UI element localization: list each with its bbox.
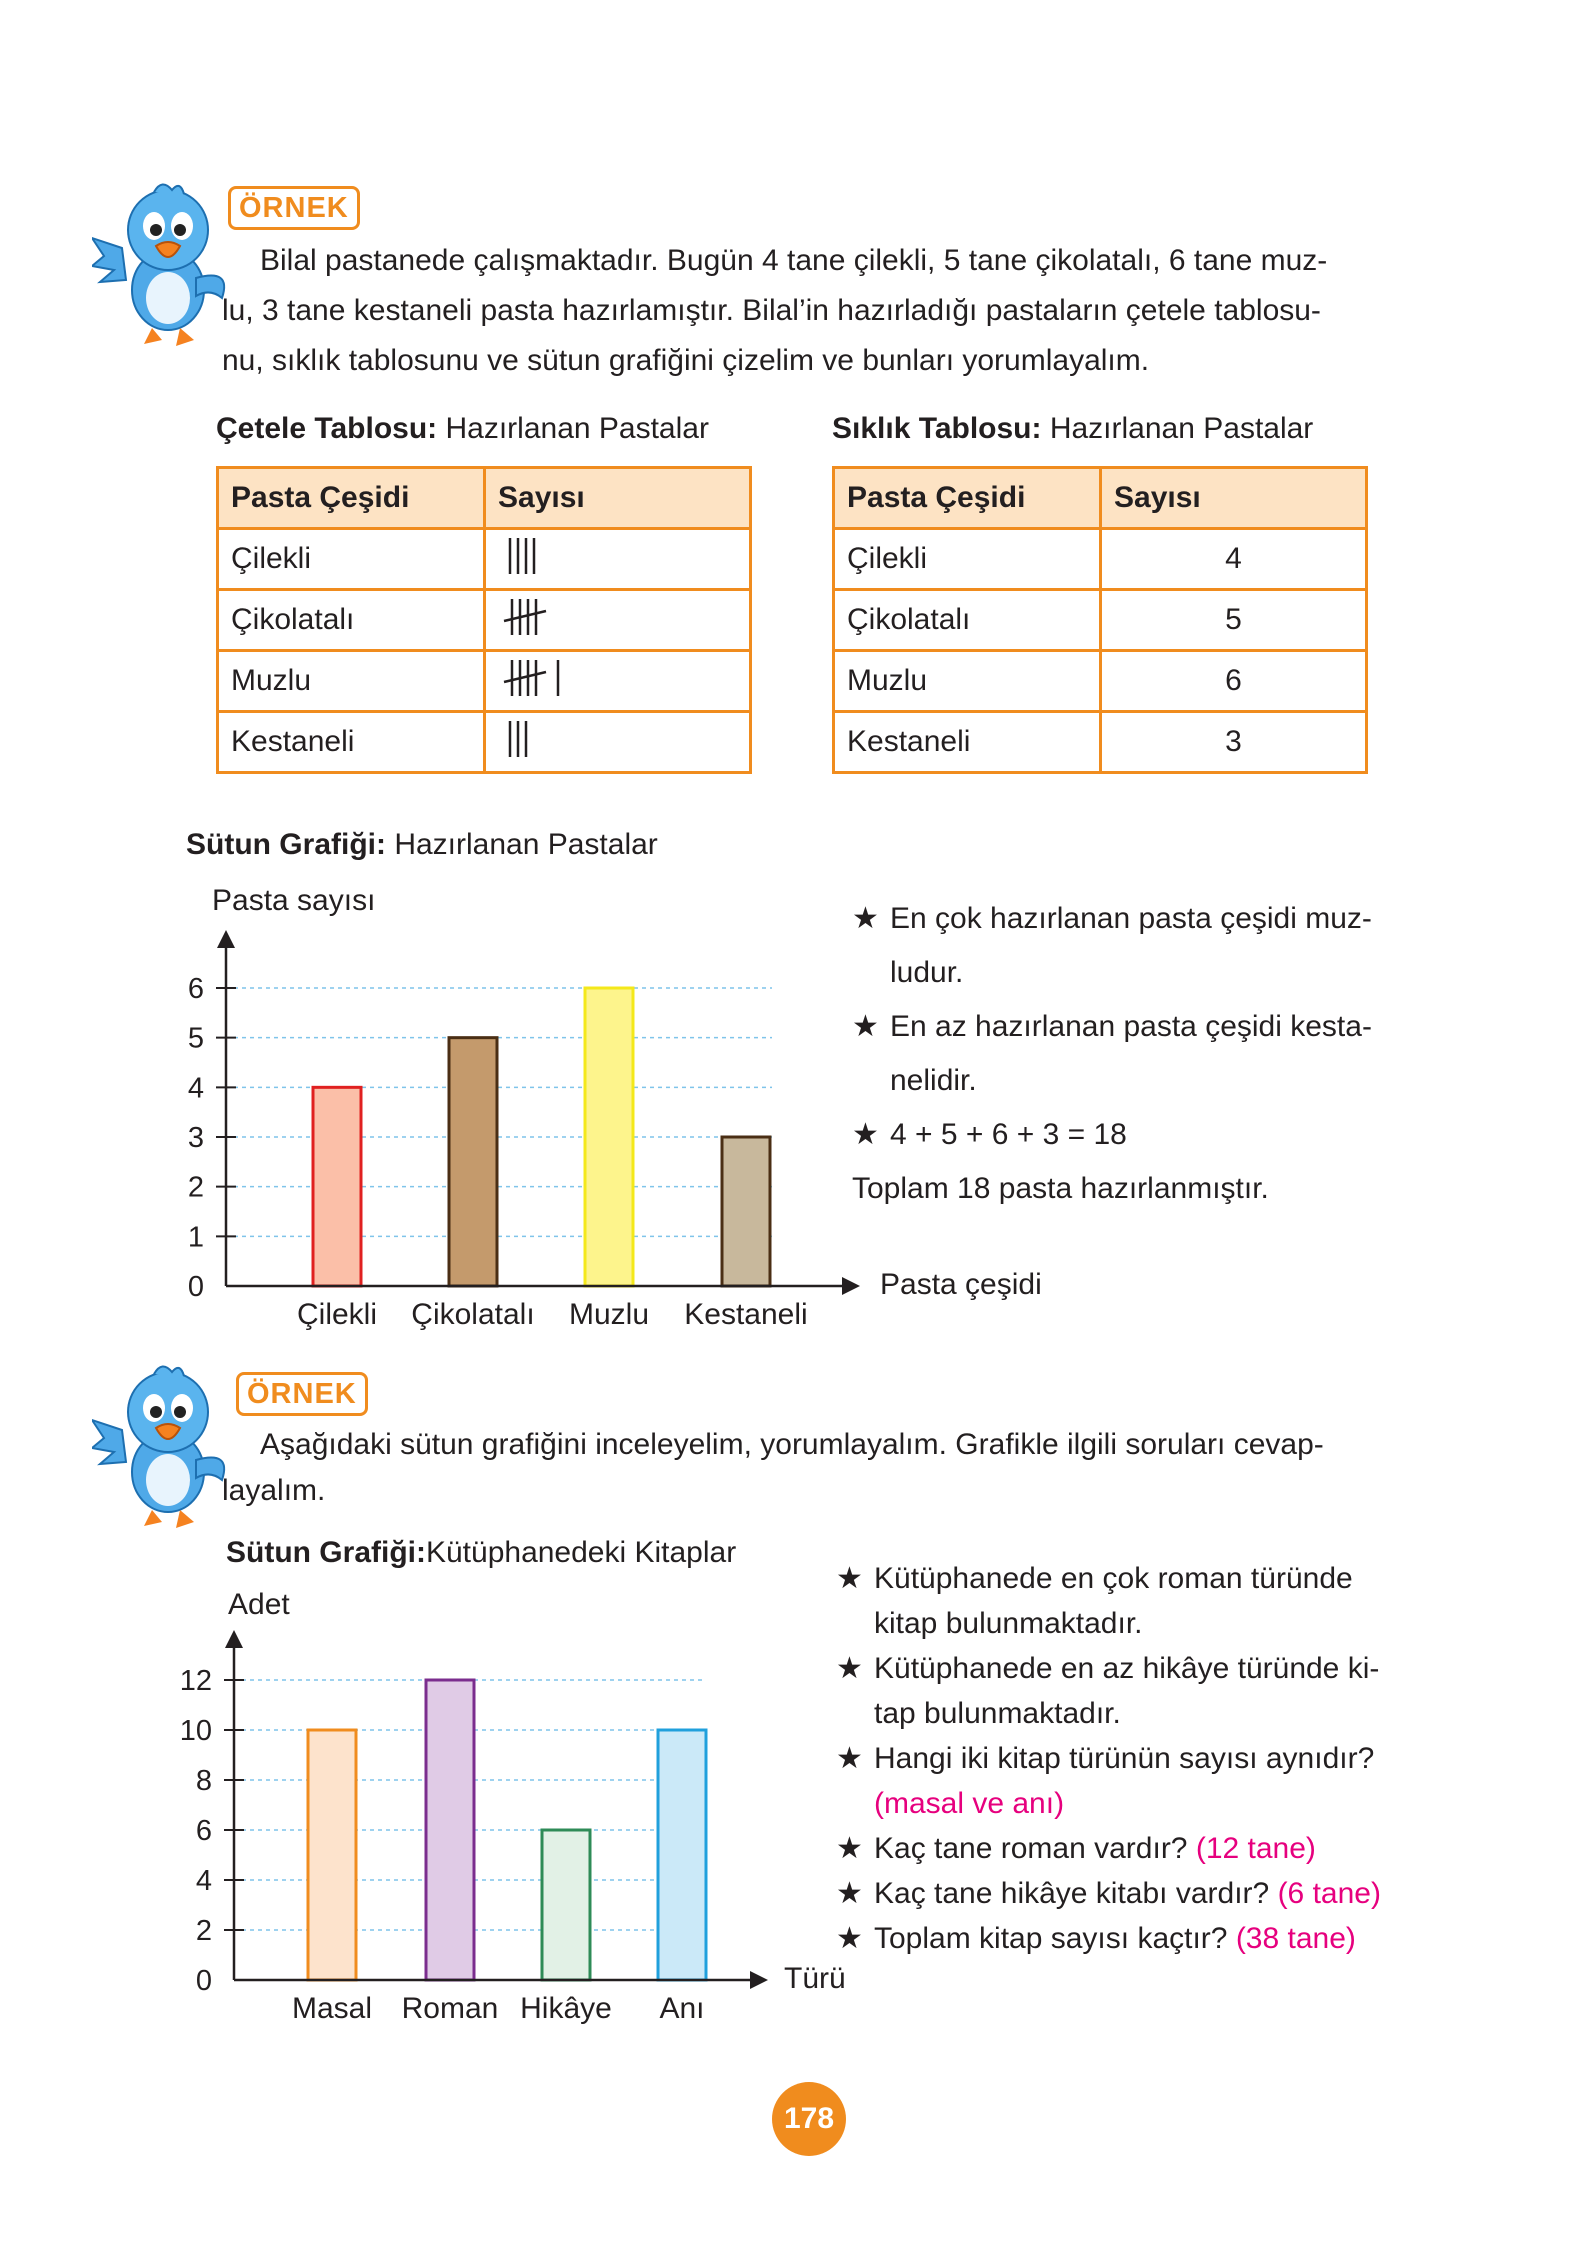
bar	[449, 1038, 497, 1286]
chart-2-caption	[226, 1536, 736, 1570]
bird-mascot-icon	[92, 1360, 242, 1532]
note-item	[836, 1646, 1446, 1691]
y-tick-label: 0	[187, 1271, 204, 1303]
table-row	[218, 529, 751, 590]
x-axis-arrow-icon	[750, 1971, 768, 1989]
bar	[542, 1830, 590, 1980]
bird-mascot-icon	[92, 178, 242, 350]
row-label: Kestaneli	[218, 712, 485, 773]
example-tag: ÖRNEK	[236, 1372, 368, 1416]
answer-text: (masal ve anı)	[874, 1787, 1065, 1820]
row-label: Çikolatalı	[834, 590, 1101, 651]
note-item	[852, 1054, 1432, 1108]
tally-4-icon	[498, 530, 578, 580]
note-text: tap bulunmaktadır.	[874, 1697, 1121, 1730]
example-tag: ÖRNEK	[228, 186, 360, 230]
row-value: 4	[1101, 529, 1367, 590]
y-tick-label: 1	[187, 1221, 204, 1254]
example-2-text	[222, 1422, 1442, 1514]
star-icon: ★	[836, 1652, 863, 1685]
answer-text: (38 tane)	[1235, 1922, 1356, 1955]
caption-text: Kütüphanedeki Kitaplar	[425, 1536, 737, 1569]
caption-bold: Sütun Grafiği:	[186, 828, 386, 861]
note-item	[836, 1736, 1446, 1781]
row-value: 5	[1101, 590, 1367, 651]
caption-bold: Çetele Tablosu:	[216, 412, 438, 445]
note-item	[836, 1781, 1446, 1826]
answer-text: (12 tane)	[1195, 1832, 1316, 1865]
note-text: 4 + 5 + 6 + 3 = 18	[890, 1118, 1127, 1151]
x-category-label: Roman	[401, 1992, 499, 2025]
header-cell: Pasta Çeşidi	[834, 468, 1101, 529]
tally-3-icon	[498, 713, 578, 763]
star-icon: ★	[836, 1922, 863, 1955]
text-line: lu, 3 tane kestaneli pasta hazırlamıştır. Bilal’in hazırladığı pastaların çetele tablosu-	[222, 294, 1321, 327]
note-item	[852, 892, 1432, 946]
note-text: Toplam kitap sayısı kaçtır?	[874, 1922, 1228, 1955]
caption-bold: Sütun Grafiği:	[226, 1536, 426, 1569]
header-cell: Sayısı	[1101, 468, 1367, 529]
note-item	[836, 1826, 1446, 1871]
answer-text: (6 tane)	[1277, 1877, 1381, 1910]
y-tick-label: 2	[187, 1171, 204, 1204]
x-category-label: Çilekli	[296, 1298, 378, 1331]
row-label: Muzlu	[834, 651, 1101, 712]
note-text: En çok hazırlanan pasta çeşidi muz-	[890, 902, 1372, 935]
row-label: Çilekli	[834, 529, 1101, 590]
note-text: Hangi iki kitap türünün sayısı aynıdır?	[874, 1742, 1375, 1775]
frequency-table	[832, 466, 1368, 774]
tally-marks	[485, 712, 751, 773]
example-1-text	[222, 236, 1442, 386]
star-icon: ★	[836, 1877, 863, 1910]
bar	[585, 988, 633, 1286]
y-tick-label: 12	[179, 1665, 212, 1697]
text-line: Aşağıdaki sütun grafiğini inceleyelim, yorumlayalım. Grafikle ilgili soruları cevap-	[260, 1428, 1324, 1461]
bar	[658, 1730, 706, 1980]
row-label: Kestaneli	[834, 712, 1101, 773]
note-item	[852, 1108, 1432, 1162]
table-row	[218, 712, 751, 773]
y-tick-label: 6	[195, 1815, 212, 1847]
y-tick-label: 5	[187, 1022, 204, 1055]
y-axis-arrow-icon	[225, 1630, 243, 1648]
bar	[313, 1087, 361, 1286]
note-text: En az hazırlanan pasta çeşidi kesta-	[890, 1010, 1372, 1043]
note-text: Kaç tane hikâye kitabı vardır?	[874, 1877, 1270, 1910]
note-item	[836, 1556, 1446, 1601]
table-row	[834, 651, 1367, 712]
x-category-label: Masal	[291, 1992, 373, 2025]
bar	[722, 1137, 770, 1286]
page-number: 178	[772, 2082, 846, 2156]
y-tick-label: 8	[195, 1765, 212, 1797]
star-icon: ★	[836, 1832, 863, 1865]
note-item	[836, 1916, 1446, 1961]
tally-table-caption	[216, 412, 709, 446]
note-item	[852, 946, 1432, 1000]
x-category-label: Muzlu	[568, 1298, 650, 1331]
tally-6-icon	[498, 652, 578, 702]
caption-text: Hazırlanan Pastalar	[1041, 412, 1314, 445]
note-item	[836, 1871, 1446, 1916]
row-label: Çilekli	[218, 529, 485, 590]
row-value: 3	[1101, 712, 1367, 773]
tally-marks	[485, 529, 751, 590]
note-item	[836, 1691, 1446, 1736]
y-tick-label: 4	[187, 1072, 204, 1105]
header-cell: Sayısı	[485, 468, 751, 529]
note-text: nelidir.	[890, 1064, 977, 1097]
table-row	[834, 529, 1367, 590]
x-axis-label: Türü	[784, 1962, 846, 1995]
y-tick-label: 6	[187, 973, 204, 1005]
y-tick-label: 10	[179, 1715, 212, 1747]
x-category-label: Hikâye	[520, 1992, 612, 2025]
caption-bold: Sıklık Tablosu:	[832, 412, 1042, 445]
x-category-label: Anı	[659, 1992, 705, 2025]
bar	[308, 1730, 356, 1980]
text-line: layalım.	[222, 1474, 326, 1507]
table-row	[218, 590, 751, 651]
y-axis-label: Pasta sayısı	[212, 884, 376, 917]
x-category-label: Kestaneli	[684, 1298, 808, 1331]
tally-table	[216, 466, 752, 774]
star-icon: ★	[852, 902, 879, 935]
chart-1-caption	[186, 828, 658, 862]
y-axis-label: Adet	[228, 1588, 290, 1621]
note-text: Kütüphanede en çok roman türünde	[874, 1562, 1353, 1595]
row-label: Muzlu	[218, 651, 485, 712]
chart-1-notes	[852, 892, 1432, 1216]
note-text: Kaç tane roman vardır?	[874, 1832, 1188, 1865]
note-text: kitap bulunmaktadır.	[874, 1607, 1143, 1640]
row-label: Çikolatalı	[218, 590, 485, 651]
row-value: 6	[1101, 651, 1367, 712]
x-category-label: Çikolatalı	[411, 1298, 535, 1331]
note-text: Toplam 18 pasta hazırlanmıştır.	[852, 1172, 1269, 1205]
star-icon: ★	[836, 1742, 863, 1775]
x-axis-label: Pasta çeşidi	[880, 1268, 1042, 1301]
note-item	[852, 1000, 1432, 1054]
chart-2-notes	[836, 1556, 1446, 1961]
table-row	[834, 590, 1367, 651]
y-tick-label: 3	[187, 1122, 204, 1154]
tally-5-icon	[498, 591, 578, 641]
caption-text: Hazırlanan Pastalar	[385, 828, 658, 861]
star-icon: ★	[852, 1118, 879, 1151]
caption-text: Hazırlanan Pastalar	[437, 412, 709, 445]
y-tick-label: 4	[195, 1865, 212, 1897]
bar-chart-books	[160, 1580, 880, 2040]
text-line: Bilal pastanede çalışmaktadır. Bugün 4 tane çilekli, 5 tane çikolatalı, 6 tane muz-	[260, 244, 1328, 277]
bar	[426, 1680, 474, 1980]
y-axis-arrow-icon	[217, 930, 235, 948]
y-tick-label: 0	[195, 1965, 212, 1997]
text-line: nu, sıklık tablosunu ve sütun grafiğini çizelim ve bunları yorumlayalım.	[222, 344, 1150, 377]
note-item	[852, 1162, 1432, 1216]
note-text: ludur.	[890, 956, 964, 989]
x-axis-arrow-icon	[842, 1277, 860, 1295]
star-icon: ★	[852, 1010, 879, 1043]
table-row	[834, 712, 1367, 773]
header-cell: Pasta Çeşidi	[218, 468, 485, 529]
star-icon: ★	[836, 1562, 863, 1595]
note-item	[836, 1601, 1446, 1646]
tally-marks	[485, 590, 751, 651]
note-text: Kütüphanede en az hikâye türünde ki-	[874, 1652, 1380, 1685]
y-tick-label: 2	[195, 1915, 212, 1947]
frequency-table-caption	[832, 412, 1313, 446]
table-row	[218, 651, 751, 712]
tally-marks	[485, 651, 751, 712]
